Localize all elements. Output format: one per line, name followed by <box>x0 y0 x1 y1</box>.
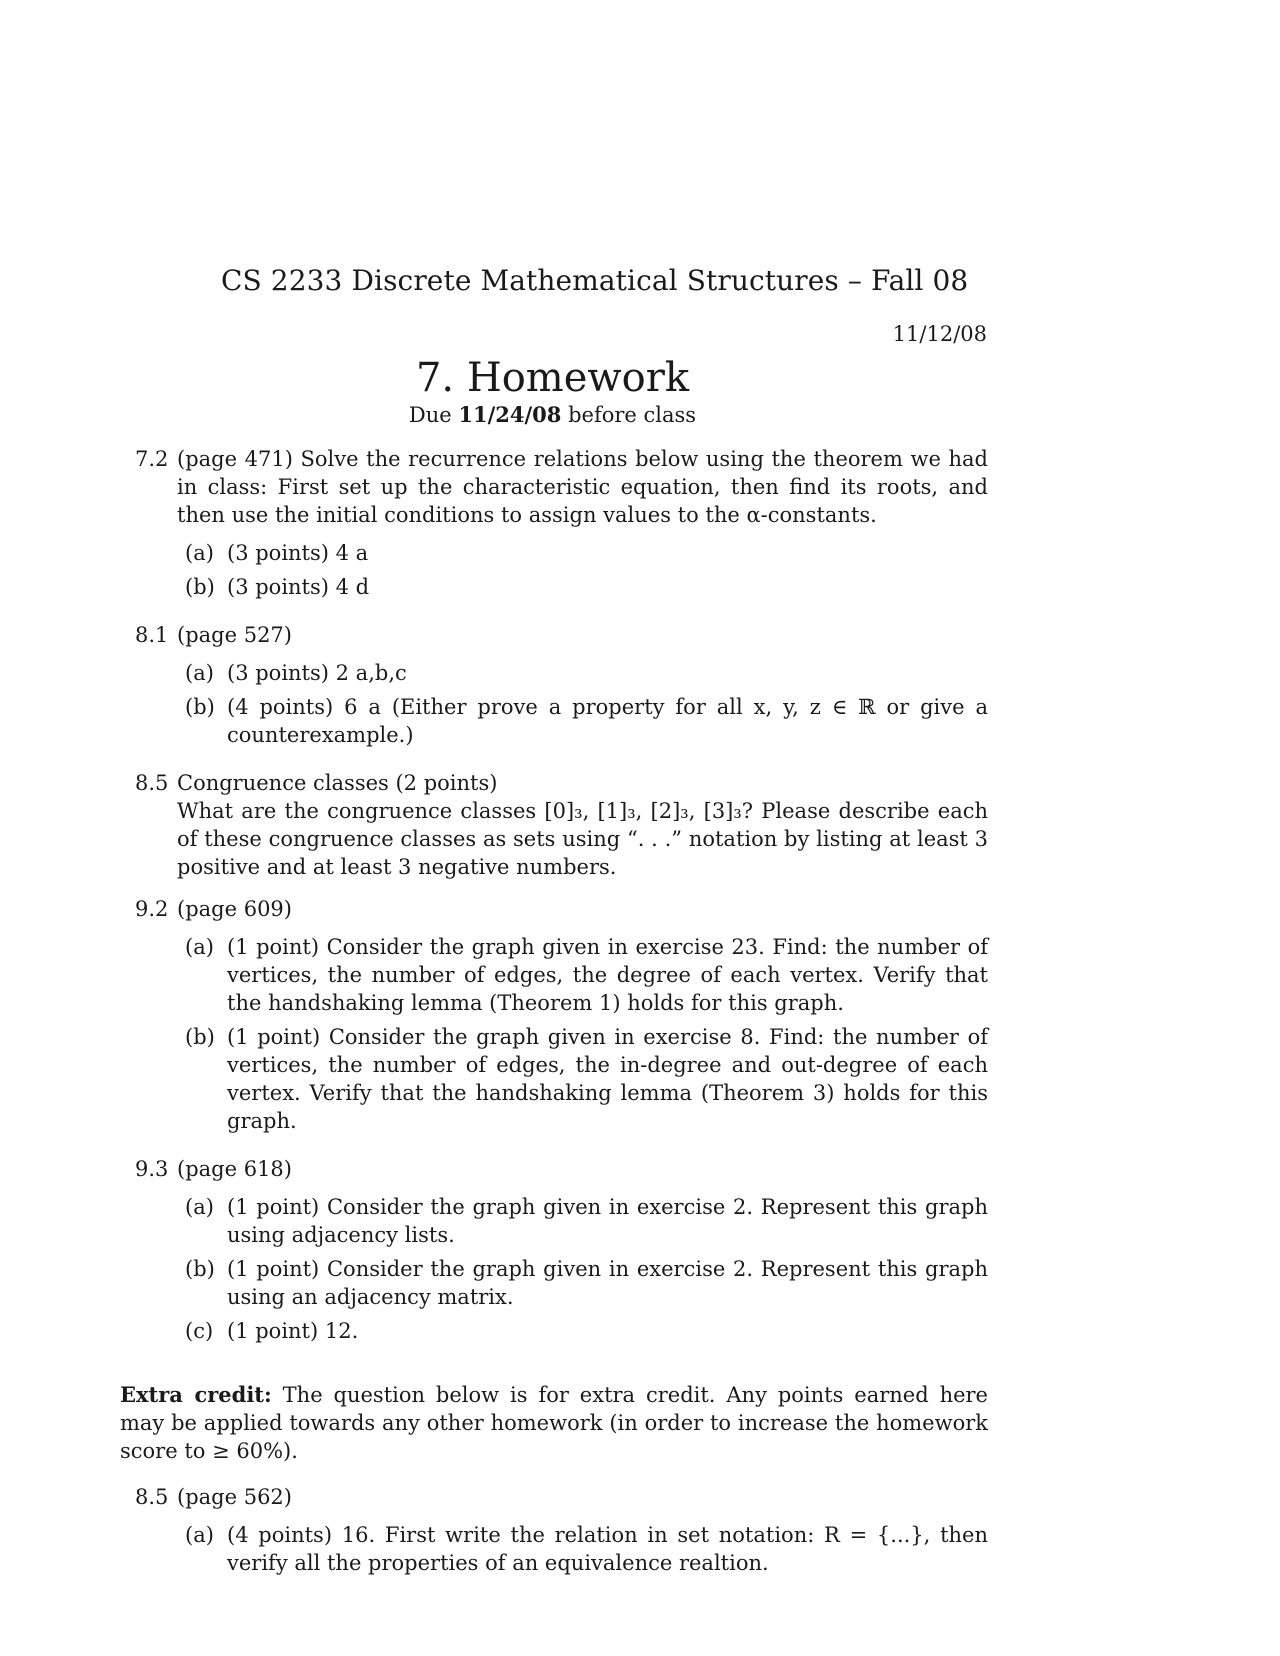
problem-number: 8.5 <box>135 771 169 795</box>
course-title: CS 2233 Discrete Mathematical Structures – Fall 08 <box>221 264 969 297</box>
problem-number: 7.2 <box>135 447 169 471</box>
problem-text: Congruence classes (2 points) <box>177 771 498 795</box>
problem-number: 9.3 <box>135 1157 169 1181</box>
problem-8-5 <box>120 769 988 881</box>
extra-credit-paragraph <box>120 1381 988 1465</box>
homework-title: 7. Homework <box>415 355 690 401</box>
problem-text: (page 527) <box>177 623 292 647</box>
problem-8-1 <box>120 621 988 755</box>
list-item: (a) (4 points) 16. First write the relation in set notation: R = {...}, then verify all the properties of an equivalence realtion. <box>185 1523 988 1575</box>
assignment-date: 11/12/08 <box>892 322 987 346</box>
due-line <box>0 402 1105 427</box>
list-item: (b) (1 point) Consider the graph given in exercise 2. Represent this graph using an adjacency matrix. <box>185 1257 988 1309</box>
list-item: (a) (1 point) Consider the graph given in exercise 23. Find: the number of vertices, the number of edges, the degree of each vertex. Verify that the handshaking lemma (Theorem 1) holds for this graph. <box>185 935 988 1015</box>
problem-7-2 <box>120 445 988 607</box>
list-item: (b) (4 points) 6 a (Either prove a property for all x, y, z ∈ ℝ or give a counterexample.) <box>185 695 988 747</box>
problem-extra-8-5 <box>120 1483 988 1583</box>
problem-text: (page 609) <box>177 897 292 921</box>
due-prefix: Due <box>408 403 459 427</box>
problem-list <box>120 445 988 1597</box>
extra-credit-heading: Extra credit: <box>120 1382 272 1407</box>
problem-text-detail: What are the congruence classes [0]₃, [1]₃, [2]₃, [3]₃? Please describe each of these congruence classes as sets using “. . .” notation by listing at least 3 positive and at least 3 negative numbers. <box>177 799 988 879</box>
list-item: (b) (1 point) Consider the graph given in exercise 8. Find: the number of vertices, the number of edges, the in-degree and out-degree of each vertex. Verify that the handshaking lemma (Theorem 3) holds for this graph. <box>185 1025 988 1133</box>
list-item: (b) (3 points) 4 d <box>185 575 370 599</box>
problem-number: 8.5 <box>135 1485 169 1509</box>
problem-9-2 <box>120 895 988 1141</box>
list-item: (a) (3 points) 2 a,b,c <box>185 661 407 685</box>
problem-number: 9.2 <box>135 897 169 921</box>
problem-9-3 <box>120 1155 988 1351</box>
problem-text: (page 618) <box>177 1157 292 1181</box>
due-date: 11/24/08 <box>458 402 562 427</box>
list-item: (a) (1 point) Consider the graph given in exercise 2. Represent this graph using adjacency lists. <box>185 1195 988 1247</box>
list-item: (a) (3 points) 4 a <box>185 541 369 565</box>
extra-credit-text: The question below is for extra credit. Any points earned here may be applied towards any other homework (in order to increase the homework score to ≥ 60%). <box>120 1383 988 1463</box>
problem-text: (page 471) Solve the recurrence relations below using the theorem we had in class: First set up the characteristic equation, then find its roots, and then use the initial conditions to assign values to the α-constants. <box>177 447 988 527</box>
due-suffix: before class <box>561 403 697 427</box>
problem-number: 8.1 <box>135 623 169 647</box>
list-item: (c) (1 point) 12. <box>185 1319 359 1343</box>
problem-text: (page 562) <box>177 1485 292 1509</box>
